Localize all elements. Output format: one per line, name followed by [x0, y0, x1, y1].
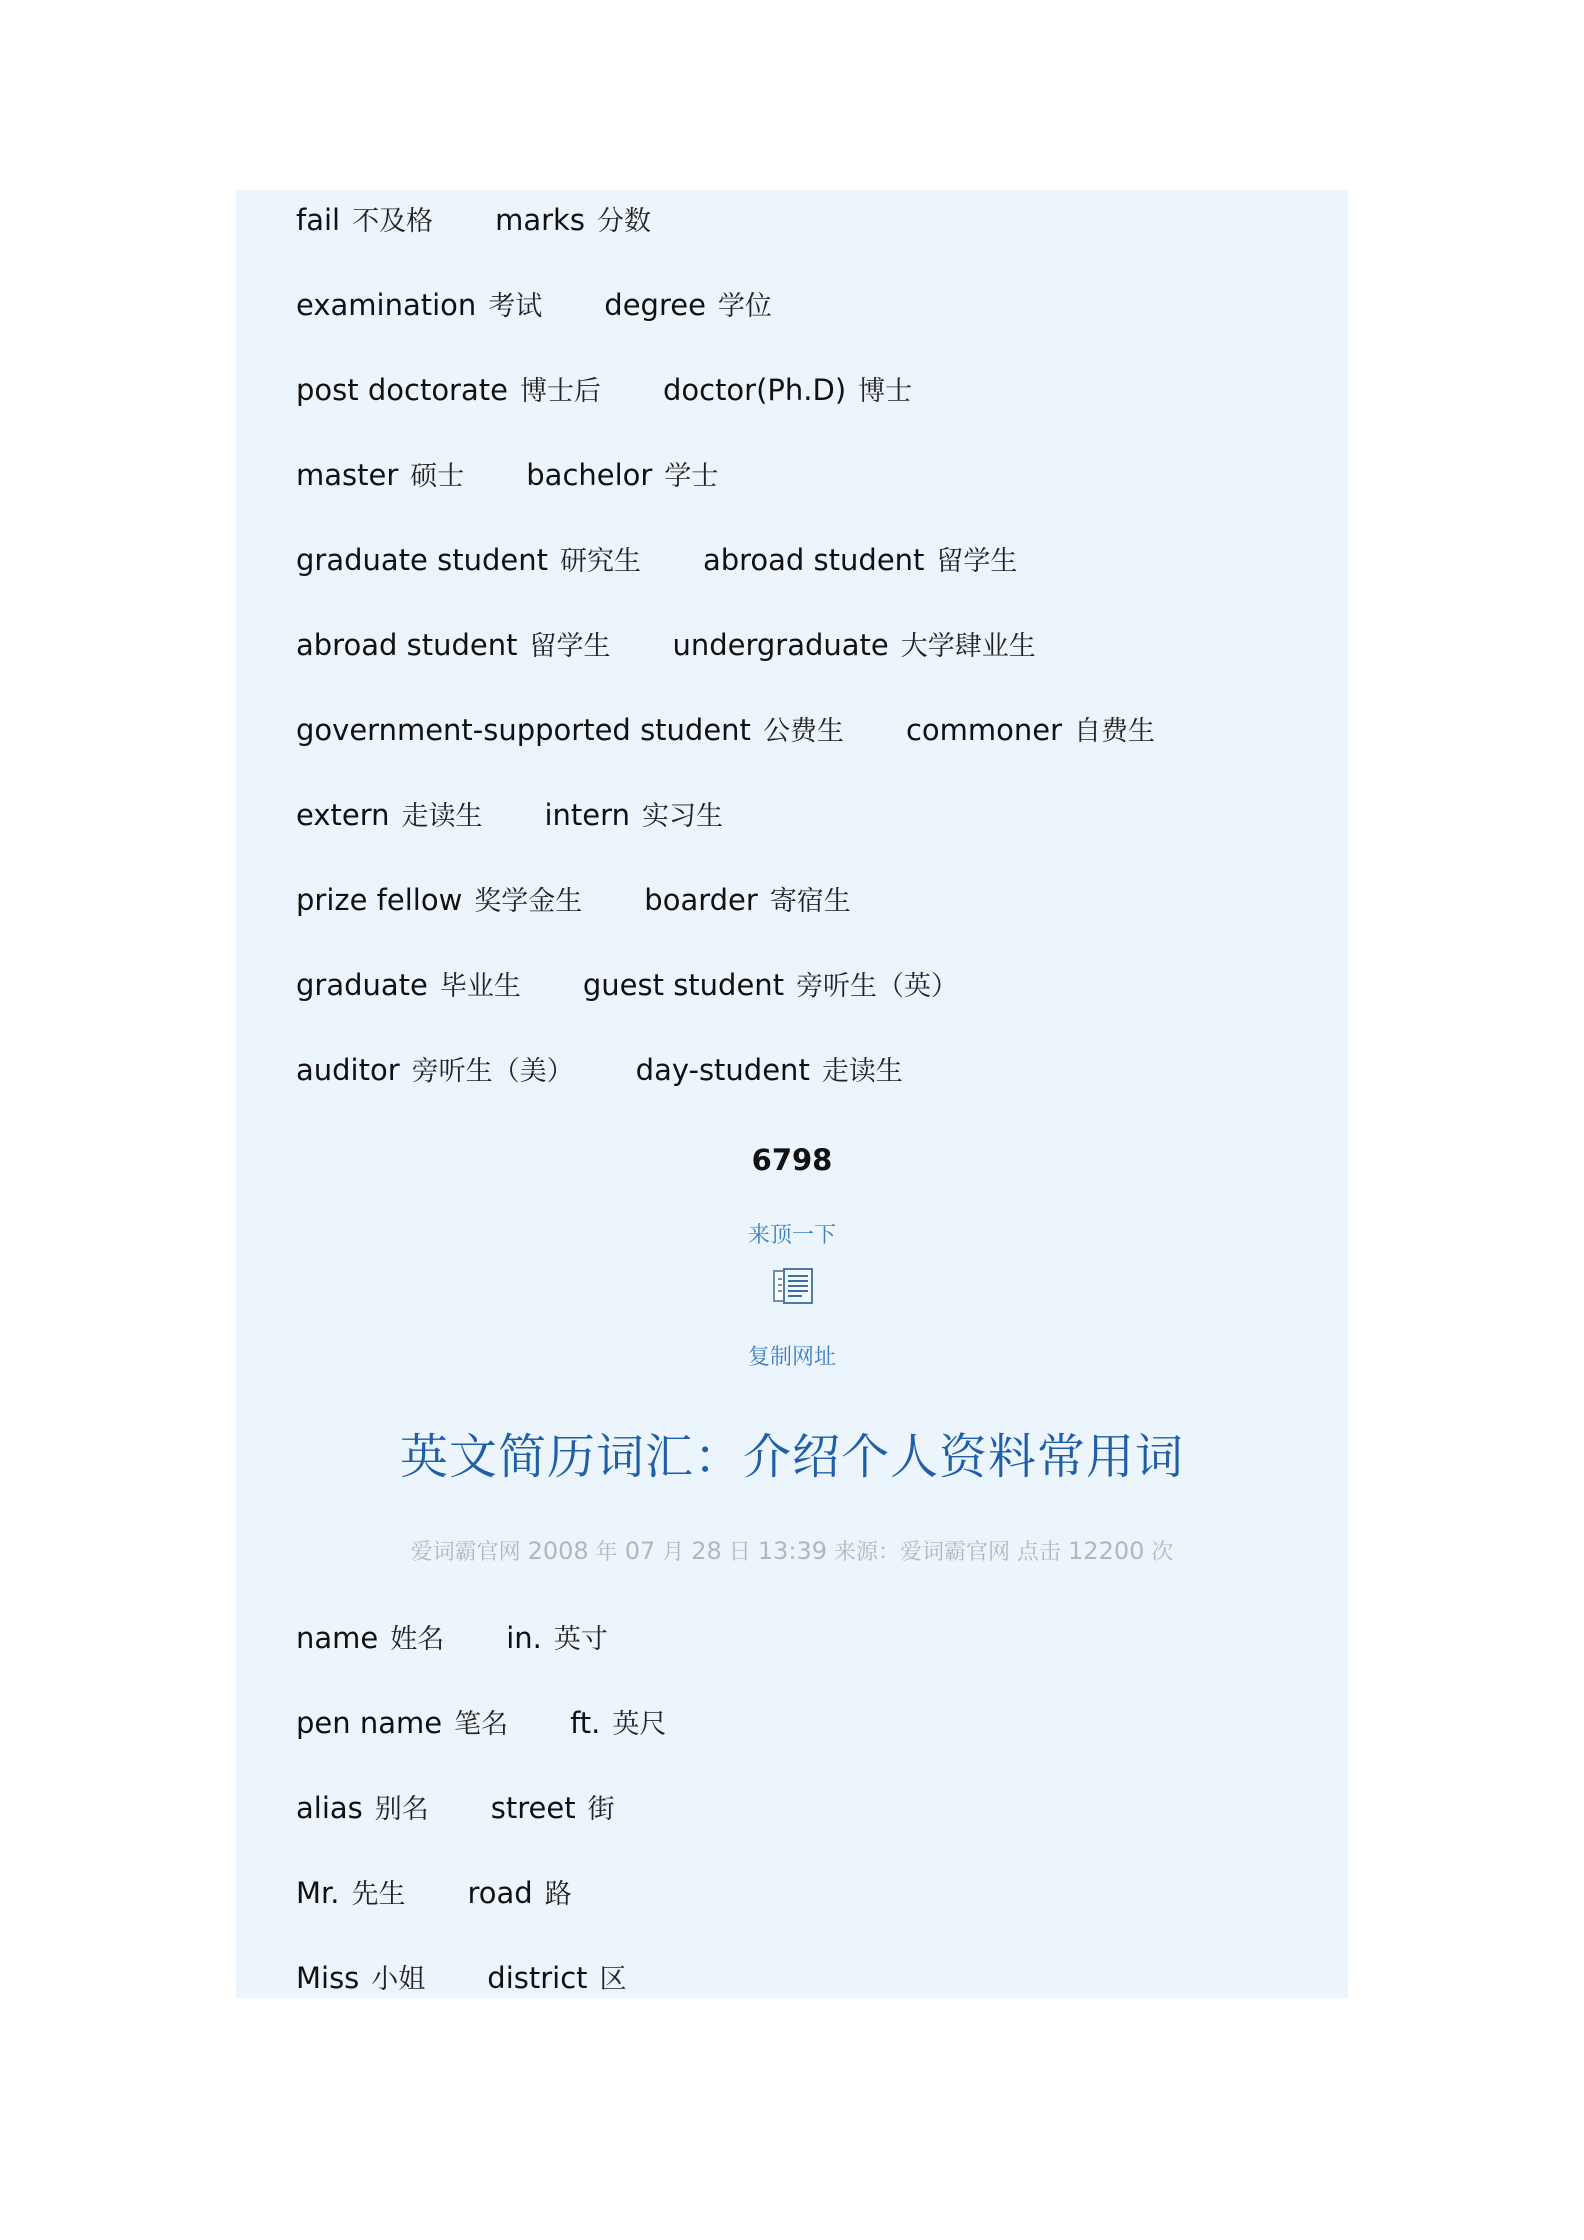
vocab-translation: 博士后 — [519, 376, 601, 407]
meta-site: 爱词霸官网 — [410, 1540, 521, 1565]
vocab-term: graduate student — [296, 543, 548, 577]
vocab-term: master — [296, 458, 399, 492]
vocab-translation: 留学生 — [936, 546, 1018, 577]
vocab-row — [296, 1616, 608, 1660]
vocab-row — [296, 878, 851, 922]
vocab-row — [296, 368, 912, 412]
vocab-term: examination — [296, 288, 477, 322]
vocab-translation: 奖学金生 — [474, 886, 583, 917]
vocab-translation: 研究生 — [559, 546, 641, 577]
meta-year-unit: 年 — [595, 1540, 618, 1565]
vocab-translation: 英寸 — [553, 1624, 608, 1655]
vocab-translation: 学位 — [717, 291, 772, 322]
vocab-translation: 大学肆业生 — [900, 631, 1036, 662]
meta-source: 爱词霸官网 — [900, 1540, 1011, 1565]
vocab-term: prize fellow — [296, 883, 463, 917]
meta-clicks-label: 点击 — [1017, 1540, 1062, 1565]
vocab-translation: 不及格 — [352, 206, 434, 237]
vocab-translation: 留学生 — [529, 631, 611, 662]
vote-count: 6798 — [751, 1143, 833, 1177]
vocab-term: day-student — [635, 1053, 810, 1087]
vocab-term: name — [296, 1621, 379, 1655]
vocab-row — [296, 283, 772, 327]
meta-day: 28 — [691, 1537, 722, 1565]
vocab-row — [296, 1701, 666, 1745]
vocab-term: alias — [296, 1791, 363, 1825]
vocab-row — [296, 198, 651, 242]
meta-day-unit: 日 — [728, 1540, 751, 1565]
vocab-term: abroad student — [296, 628, 518, 662]
vocab-translation: 硕士 — [410, 461, 465, 492]
vocab-term: degree — [604, 288, 706, 322]
vocab-term: doctor(Ph.D) — [662, 373, 847, 407]
vocab-row — [296, 1956, 627, 2000]
meta-time: 13:39 — [757, 1537, 827, 1565]
vocab-translation: 姓名 — [390, 1624, 445, 1655]
vocab-row — [296, 1871, 572, 1915]
vocab-term: in. — [506, 1621, 542, 1655]
vocab-term: road — [467, 1876, 533, 1910]
vocab-term: fail — [296, 203, 341, 237]
vocab-translation: 毕业生 — [439, 971, 521, 1002]
meta-clicks-unit: 次 — [1151, 1540, 1174, 1565]
vocab-translation: 区 — [599, 1964, 627, 1995]
vocab-term: extern — [296, 798, 390, 832]
vocab-term: district — [487, 1961, 588, 1995]
vocab-translation: 笔名 — [454, 1709, 509, 1740]
vocab-term: commoner — [905, 713, 1063, 747]
vocab-term: guest student — [582, 968, 785, 1002]
vocab-translation: 实习生 — [641, 801, 723, 832]
vocab-row — [296, 708, 1155, 752]
vocab-term: graduate — [296, 968, 428, 1002]
vocab-term: Mr. — [296, 1876, 340, 1910]
vocab-translation: 街 — [587, 1794, 615, 1825]
copy-url-link[interactable]: 复制网址 — [747, 1345, 836, 1370]
article-title[interactable]: 英文简历词汇：介绍个人资料常用词 — [399, 1429, 1184, 1485]
vote-link[interactable]: 来顶一下 — [747, 1223, 836, 1248]
vocab-row — [296, 453, 718, 497]
meta-month: 07 — [624, 1537, 656, 1565]
vocab-translation: 公费生 — [762, 716, 844, 747]
vocab-translation: 走读生 — [821, 1056, 903, 1087]
vocab-term: undergraduate — [672, 628, 889, 662]
copy-document-icon[interactable] — [772, 1267, 816, 1307]
meta-year: 2008 — [527, 1537, 589, 1565]
vocab-row — [296, 963, 958, 1007]
vocab-translation: 旁听生（英） — [796, 971, 959, 1002]
vocab-row — [296, 623, 1036, 667]
vocab-term: government-supported student — [296, 713, 751, 747]
vocab-row — [296, 1048, 903, 1092]
vocab-translation: 先生 — [351, 1879, 406, 1910]
article-meta — [236, 1535, 1348, 1566]
vocab-translation: 路 — [544, 1879, 572, 1910]
vocab-translation: 学士 — [664, 461, 719, 492]
meta-month-unit: 月 — [662, 1540, 685, 1565]
vocab-translation: 自费生 — [1074, 716, 1156, 747]
vocab-term: Miss — [296, 1961, 360, 1995]
vocab-row — [296, 793, 723, 837]
vocab-translation: 别名 — [374, 1794, 429, 1825]
content-panel — [236, 190, 1348, 1998]
vocab-term: post doctorate — [296, 373, 508, 407]
vocab-term: abroad student — [702, 543, 925, 577]
vocab-translation: 博士 — [858, 376, 913, 407]
vocab-translation: 英尺 — [612, 1709, 667, 1740]
vocab-term: auditor — [296, 1053, 400, 1087]
vocab-translation: 分数 — [596, 206, 651, 237]
vocab-row — [296, 538, 1017, 582]
vocab-term: pen name — [296, 1706, 443, 1740]
vocab-term: boarder — [644, 883, 758, 917]
vocab-translation: 寄宿生 — [769, 886, 851, 917]
vocab-translation: 旁听生（美） — [411, 1056, 574, 1087]
vocab-row — [296, 1786, 615, 1830]
vocab-translation: 走读生 — [401, 801, 483, 832]
vocab-term: ft. — [570, 1706, 601, 1740]
vocab-term: street — [490, 1791, 576, 1825]
vocab-translation: 考试 — [488, 291, 543, 322]
vocab-translation: 小姐 — [371, 1964, 426, 1995]
vocab-term: marks — [495, 203, 585, 237]
meta-source-label: 来源： — [833, 1540, 900, 1565]
vocab-term: bachelor — [526, 458, 653, 492]
meta-clicks: 12200 — [1068, 1537, 1145, 1565]
vocab-term: intern — [544, 798, 630, 832]
